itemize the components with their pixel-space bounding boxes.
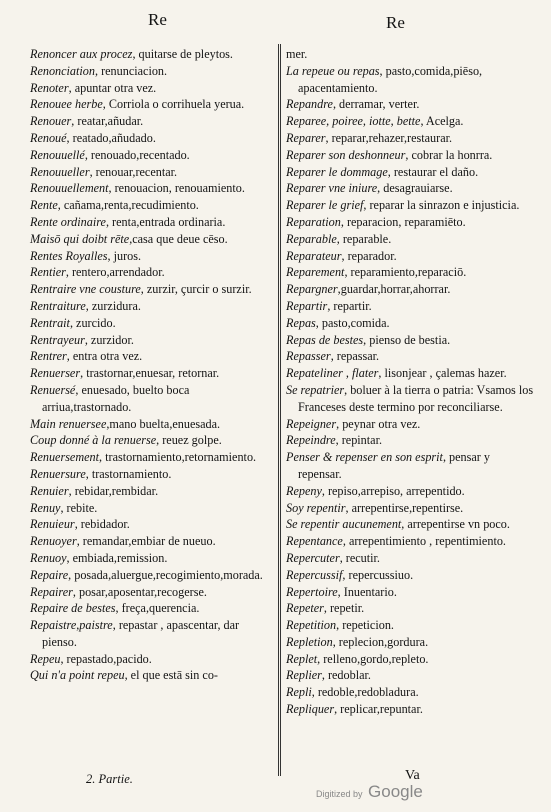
entry-definition: , enuesado, buelto boca arriua,trastornado. — [42, 382, 190, 414]
entry-definition: , reparamiento,reparaciō. — [344, 265, 467, 280]
entry-definition: , arrepentimiento , repentimiento. — [342, 534, 506, 549]
entry-headword: Renuieur — [30, 517, 75, 532]
entry-headword: Qui n'a point repeu — [30, 668, 125, 683]
entry-definition: , relleno,gordo,repleto. — [317, 651, 429, 666]
entry-definition: , arrepentirse vn poco. — [401, 517, 510, 532]
dictionary-entry — [286, 533, 536, 550]
entry-headword: Reparer vne iniure — [286, 181, 378, 196]
dictionary-entry — [286, 382, 536, 416]
entry-headword: Renouer — [30, 114, 72, 129]
dictionary-entry — [30, 432, 275, 449]
entry-definition: , reparacion, reparamiēto. — [340, 214, 466, 229]
entry-headword: Reparee, poiree, iotte, bette — [286, 114, 421, 129]
entry-headword: Rentrait — [30, 315, 70, 330]
entry-headword: Rentraiture — [30, 298, 86, 313]
entry-definition: , desagrauiarse. — [377, 181, 453, 196]
running-head-right: Re — [386, 13, 405, 32]
entry-definition: , reuez golpe. — [156, 433, 222, 448]
dictionary-entry — [30, 113, 275, 130]
dictionary-entry — [286, 147, 536, 164]
entry-headword: Renouueller — [30, 164, 90, 179]
entry-headword: Repateliner , flater — [286, 366, 379, 381]
dictionary-entry — [30, 281, 275, 298]
entry-definition: , derramar, verter. — [332, 97, 420, 112]
dictionary-entry — [286, 281, 536, 298]
entry-definition: , entra otra vez. — [66, 349, 143, 364]
entry-headword: Repeu — [30, 651, 61, 666]
dictionary-entry — [286, 130, 536, 147]
entry-headword: Reparement — [286, 265, 345, 280]
entry-headword: Renouee herbe — [30, 97, 103, 112]
entry-headword: Renuersé — [30, 382, 76, 397]
entry-headword: Repeigner — [286, 416, 337, 431]
entry-definition: , boluer à la tierra o patria: Vsamos los Franceses deste termino por reconciliarse. — [298, 382, 534, 414]
dictionary-entry — [30, 96, 275, 113]
entry-headword: Penser & repenser en son esprit — [286, 450, 443, 465]
entry-definition: , repiso,arrepiso, arrepentido. — [321, 483, 465, 498]
dictionary-entry — [30, 483, 275, 500]
watermark-prefix: Digitized by — [316, 789, 363, 799]
entry-headword: Repercuter — [286, 550, 340, 565]
entry-definition: , reparar la sinrazon e injusticia. — [363, 198, 520, 213]
entry-headword: Repandre — [286, 97, 333, 112]
entry-definition: , peynar otra vez. — [336, 416, 421, 431]
entry-headword: Reparateur — [286, 248, 342, 263]
entry-headword: Reparer le dommage — [286, 164, 388, 179]
dictionary-entry — [286, 567, 536, 584]
dictionary-entry — [30, 348, 275, 365]
entry-definition: , restaurar el daño. — [387, 164, 479, 179]
entry-headword: Repairer — [30, 584, 73, 599]
entry-definition: ,casa que deue cēso. — [129, 231, 228, 246]
dictionary-entry — [30, 63, 275, 80]
dictionary-entry — [286, 550, 536, 567]
dictionary-entry — [286, 264, 536, 281]
entry-definition: , pasto,comida. — [315, 315, 390, 330]
entry-definition: , lisonjear , çalemas hazer. — [378, 366, 507, 381]
dictionary-entry — [286, 651, 536, 668]
entry-definition: , rebite. — [60, 500, 98, 515]
dictionary-entry — [30, 516, 275, 533]
entry-definition: , repassar. — [330, 349, 380, 364]
dictionary-entry — [286, 500, 536, 517]
dictionary-entry — [30, 365, 275, 382]
dictionary-entry — [30, 315, 275, 332]
entry-headword: Renuoy — [30, 550, 67, 565]
entry-headword: Renuerser — [30, 366, 81, 381]
dictionary-entry — [286, 332, 536, 349]
dictionary-entry — [286, 197, 536, 214]
entry-headword: Renoncer aux procez — [30, 47, 133, 61]
dictionary-entry — [30, 500, 275, 517]
dictionary-entry — [30, 164, 275, 181]
dictionary-entry — [286, 231, 536, 248]
entry-headword: Renuersure — [30, 466, 86, 481]
entry-headword: Rentes Royalles — [30, 248, 108, 263]
dictionary-entry — [30, 600, 275, 617]
entry-definition: , replicar,repuntar. — [334, 702, 423, 717]
entry-definition: , redoblar. — [321, 668, 371, 683]
entry-definition: , renouar,recentar. — [89, 164, 178, 179]
dictionary-entry — [286, 298, 536, 315]
entry-headword: Rente ordinaire — [30, 214, 106, 229]
dictionary-entry — [286, 248, 536, 265]
dictionary-entry — [286, 684, 536, 701]
dictionary-entry — [30, 332, 275, 349]
dictionary-entry — [30, 567, 275, 584]
dictionary-entry — [286, 432, 536, 449]
dictionary-entry — [286, 63, 536, 97]
entry-definition: , zurzir, çurcir o surzir. — [140, 282, 252, 297]
entry-headword: Reparable — [286, 231, 337, 246]
dictionary-entry — [286, 584, 536, 601]
dictionary-entry — [30, 214, 275, 231]
entry-definition: , Corriola o corrihuela yerua. — [102, 97, 245, 112]
entry-definition: , reparador. — [341, 248, 397, 263]
entry-headword: Repletion — [286, 634, 333, 649]
entry-headword: Renoter — [30, 80, 69, 95]
dictionary-entry — [30, 46, 275, 63]
dictionary-entry — [286, 617, 536, 634]
digitization-watermark — [316, 782, 423, 802]
entry-headword: Repaire de bestes — [30, 601, 116, 616]
entry-headword: Repasser — [286, 349, 331, 364]
entry-headword: Renuersement — [30, 450, 100, 465]
entry-definition: , Inuentario. — [337, 584, 397, 599]
entry-headword: Reparer son deshonneur — [286, 147, 406, 162]
entry-definition: , repastado,pacido. — [60, 651, 152, 666]
entry-headword: Se repentir aucunement — [286, 517, 402, 532]
entry-headword: Renuoyer — [30, 534, 77, 549]
entry-headword: Repli — [286, 685, 312, 700]
entry-headword: Rentier — [30, 265, 66, 280]
entry-headword: Repetition — [286, 618, 337, 633]
entry-headword: Rentrayeur — [30, 332, 85, 347]
dictionary-entry — [286, 365, 536, 382]
entry-headword: Rente — [30, 198, 58, 213]
dictionary-entry — [30, 449, 275, 466]
entry-definition: , remandar,embiar de nueuo. — [76, 534, 216, 549]
entry-definition: , trastornar,enuesar, retornar. — [80, 366, 220, 381]
entry-headword: Repentance — [286, 534, 343, 549]
dictionary-entry — [286, 416, 536, 433]
entry-headword: Reparation — [286, 214, 341, 229]
dictionary-entry — [286, 113, 536, 130]
entry-definition: , recutir. — [339, 550, 380, 565]
entry-headword: Repartir — [286, 298, 328, 313]
entry-headword: Repaistre,paistre — [30, 618, 113, 633]
dictionary-entry — [30, 651, 275, 668]
entry-definition: , renta,entrada ordinaria. — [105, 214, 226, 229]
entry-definition: , pasto,comida,piēso, apacentamiento. — [298, 63, 483, 95]
dictionary-entry — [30, 382, 275, 416]
entry-definition: , reatar,añudar. — [71, 114, 144, 129]
entry-headword: Repliquer — [286, 702, 335, 717]
running-head — [0, 8, 551, 36]
entry-headword: Renoué — [30, 130, 67, 145]
entry-definition: , pienso de bestia. — [363, 332, 451, 347]
entry-headword: Renuier — [30, 483, 69, 498]
dictionary-entry — [286, 348, 536, 365]
entry-headword: Repeter — [286, 601, 324, 616]
dictionary-entry — [286, 667, 536, 684]
dictionary-entry — [286, 46, 536, 63]
entry-headword: Renouuellement — [30, 181, 109, 196]
entry-definition: , repeticion. — [336, 618, 394, 633]
entry-definition: , redoble,redobladura. — [311, 685, 419, 700]
entry-definition: , juros. — [107, 248, 142, 263]
signature-mark: 2. Partie. — [86, 772, 133, 786]
entry-headword: Repargner — [286, 282, 338, 297]
entry-definition: , trastornamiento. — [85, 466, 172, 481]
entry-headword: Soy repentir — [286, 500, 346, 515]
entry-definition: , renouado,recentado. — [84, 147, 190, 162]
entry-definition: , reatado,añudado. — [66, 130, 156, 145]
entry-definition: mer. — [286, 47, 308, 61]
entry-definition: , reparar,rehazer,restaurar. — [325, 130, 453, 145]
entry-definition: , rentero,arrendador. — [65, 265, 165, 280]
entry-headword: Renouuellé — [30, 147, 85, 162]
dictionary-entry — [30, 147, 275, 164]
entry-headword: Renonciation — [30, 63, 95, 78]
dictionary-entry — [30, 533, 275, 550]
dictionary-entry — [30, 231, 275, 248]
dictionary-entry — [286, 96, 536, 113]
dictionary-entry — [30, 667, 275, 684]
entry-headword: Rentraire vne cousture — [30, 282, 141, 297]
entry-definition: , posar,aposentar,recogerse. — [72, 584, 207, 599]
entry-headword: Repaire — [30, 567, 69, 582]
dictionary-entry — [30, 550, 275, 567]
entry-definition: , Acelga. — [420, 114, 464, 129]
entry-definition: , cañama,renta,recudimiento. — [57, 198, 199, 213]
dictionary-entry — [30, 584, 275, 601]
entry-definition: , renunciacion. — [94, 63, 168, 78]
dictionary-entry — [286, 164, 536, 181]
entry-definition: ,guardar,horrar,ahorrar. — [337, 282, 451, 297]
dictionary-entry — [286, 516, 536, 533]
dictionary-entry — [30, 416, 275, 433]
dictionary-entry — [286, 214, 536, 231]
page-footer — [0, 768, 551, 808]
entry-headword: Main renuersee — [30, 416, 107, 431]
entry-headword: La repeue ou repas — [286, 63, 380, 78]
entry-headword: Reparer le grief — [286, 198, 364, 213]
entry-definition: , posada,aluergue,recogimiento,morada. — [68, 567, 263, 582]
dictionary-entry — [30, 80, 275, 97]
entry-definition: , repetir. — [323, 601, 365, 616]
entry-definition: , el que estā sin co- — [124, 668, 218, 683]
dictionary-entry — [30, 197, 275, 214]
entry-definition: , trastornamiento,retornamiento. — [99, 450, 257, 465]
entry-headword: Repercussif — [286, 567, 343, 582]
entry-headword: Replier — [286, 668, 322, 683]
entry-definition: , embiada,remission. — [66, 550, 168, 565]
left-column — [30, 46, 275, 684]
dictionary-entry — [286, 483, 536, 500]
entry-definition: , zurzidor. — [84, 332, 134, 347]
dictionary-entry — [286, 315, 536, 332]
entry-headword: Rentrer — [30, 349, 67, 364]
entry-definition: , quitarse de pleytos. — [132, 47, 233, 61]
dictionary-entry — [30, 298, 275, 315]
entry-headword: Repeindre — [286, 433, 336, 448]
entry-definition: , repintar. — [335, 433, 383, 448]
watermark-brand: Google — [368, 782, 423, 801]
entry-definition: , rebidador. — [74, 517, 130, 532]
entry-definition: , repercussiuo. — [342, 567, 414, 582]
dictionary-entry — [30, 617, 275, 651]
dictionary-entry — [30, 180, 275, 197]
dictionary-entry — [30, 248, 275, 265]
dictionary-entry — [30, 264, 275, 281]
entry-headword: Repertoire — [286, 584, 338, 599]
entry-headword: Reparer — [286, 130, 326, 145]
entry-headword: Se repatrier — [286, 382, 345, 397]
column-rule — [278, 44, 281, 776]
entry-headword: Maisō qui doibt rēte — [30, 231, 130, 246]
entry-definition: , arrepentirse,repentirse. — [345, 500, 464, 515]
entry-definition: , zurcido. — [69, 315, 116, 330]
dictionary-entry — [286, 701, 536, 718]
entry-definition: , zurzidura. — [85, 298, 141, 313]
entry-definition: , cobrar la honrra. — [405, 147, 493, 162]
running-head-left: Re — [148, 10, 167, 29]
dictionary-entry — [286, 600, 536, 617]
dictionary-entry — [30, 130, 275, 147]
entry-headword: Coup donné à la renuerse — [30, 433, 157, 448]
entry-definition: , pensar y repensar. — [298, 450, 490, 481]
entry-headword: Replet — [286, 651, 318, 666]
entry-definition: , freça,querencia. — [115, 601, 200, 616]
dictionary-entry — [286, 449, 536, 483]
right-column — [286, 46, 536, 718]
catchword: Va — [405, 768, 420, 783]
entry-definition: ,mano buelta,enuesada. — [106, 416, 221, 431]
entry-definition: , apuntar otra vez. — [68, 80, 157, 95]
entry-definition: , rebidar,rembidar. — [68, 483, 159, 498]
dictionary-entry — [30, 466, 275, 483]
dictionary-entry — [286, 634, 536, 651]
entry-definition: , reparable. — [336, 231, 392, 246]
entry-definition: , renouacion, renouamiento. — [108, 181, 245, 196]
entry-headword: Repeny — [286, 483, 322, 498]
entry-headword: Repas de bestes — [286, 332, 364, 347]
entry-definition: , replecion,gordura. — [332, 634, 429, 649]
entry-headword: Renuy — [30, 500, 61, 515]
entry-definition: , repastar , apascentar, dar pienso. — [42, 618, 240, 649]
entry-headword: Repas — [286, 315, 316, 330]
entry-definition: , repartir. — [327, 298, 372, 313]
dictionary-entry — [286, 180, 536, 197]
